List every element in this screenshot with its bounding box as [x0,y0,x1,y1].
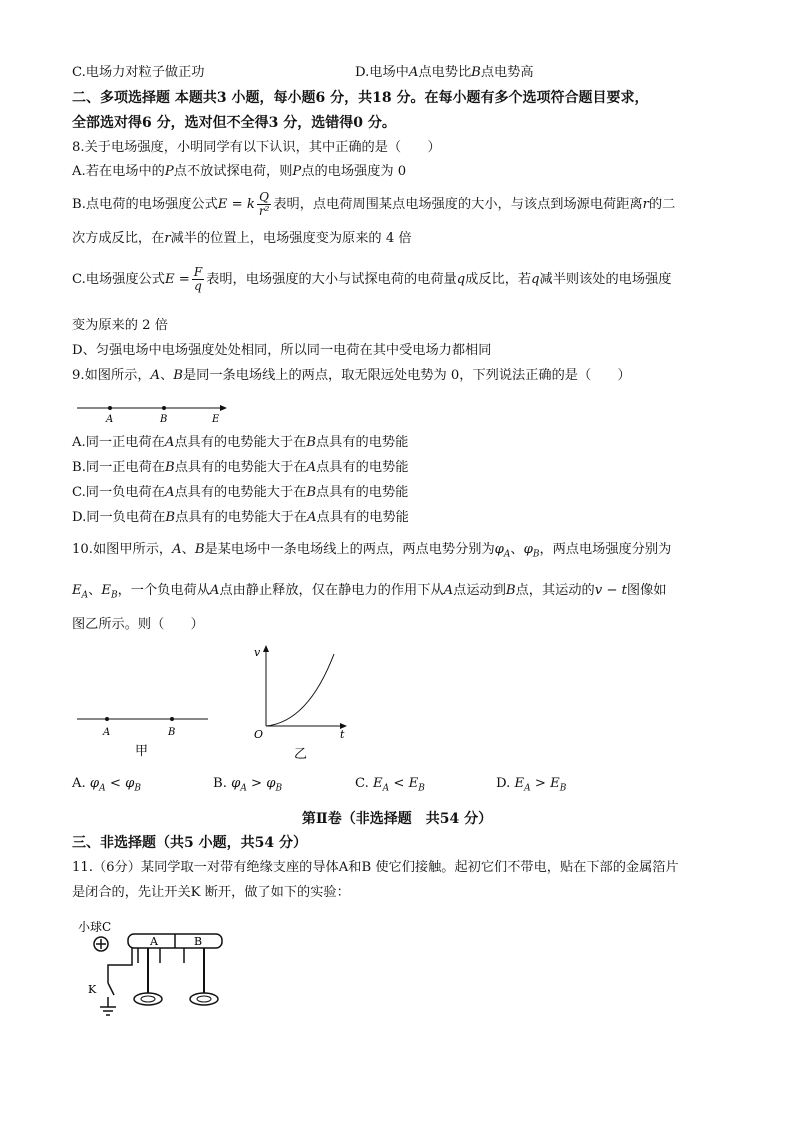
q10-figure-jia [72,705,217,760]
q9-stem: 9.如图所示，A、B是同一条电场线上的两点，取无限远处电势为 0，下列说法正确的是（ ） [72,368,631,383]
q9-option-d: D.同一负电荷在B点具有的电势能大于在A点具有的电势能 [72,510,409,525]
q8-option-d: D、匀强电场中电场强度处处相同，所以同一电荷在其中受电场力都相同 [72,343,492,358]
q7-option-d: D.电场中A点电势比B点电势高 [355,65,534,80]
label-b: B [160,414,168,425]
q7-option-c: C.电场力对粒子做正功 [72,65,205,80]
point-a-dot [105,717,109,721]
q9-option-b: B.同一正电荷在B点具有的电势能大于在A点具有的电势能 [72,460,409,475]
axis-t: t [340,728,345,741]
q10-figure-yi [248,642,358,762]
label-a: A [106,414,114,425]
q11-apparatus-figure [72,915,252,1025]
label-a: A [150,935,158,948]
formula-fraction: $\frac{Q}{\text{r²}}$ [258,190,270,218]
formula-fraction: $\frac{F}{q}$ [193,265,203,293]
label-e: E [212,414,220,425]
ball-c-label: 小球C [78,920,112,934]
caption-yi: 乙 [294,747,308,762]
section2-line1: 二、多项选择题 本题共3 小题，每小题6 分，共18 分。在每小题有多个选项符合题目要求， [72,90,649,106]
q8-option-b-line2: 次方成反比，在r减半的位置上，电场强度变为原来的 4 倍 [72,231,412,246]
q8-option-c-line2: 变为原来的 2 倍 [72,318,168,333]
point-b-dot [162,406,166,410]
q9-field-line-figure [72,396,232,426]
axis-v: v [254,646,261,659]
q10-line2: $E_A$、$E_B$，一个负电荷从A点由静止释放，仅在静电力的作用下从A点运动到B点，其运动的v − t图像如 [72,583,667,601]
section3-title: 三、非选择题（共5 小题，共54 分） [72,835,307,851]
vt-curve [266,654,334,726]
q9-option-c: C.同一负电荷在A点具有的电势能大于在B点具有的电势能 [72,485,409,500]
q8-option-c: C.电场强度公式E = $\frac{F}{q}$ 表明，电场强度的大小与试探电荷的电荷量q成反比，若q减半则该处的电场强度 [72,265,672,293]
q9-option-a: A.同一正电荷在A点具有的电势能大于在B点具有的电势能 [72,435,409,450]
label-k: K [88,983,97,996]
q8-stem: 8.关于电场强度，小明同学有以下认识，其中正确的是（ ） [72,140,441,155]
q10-option-b: B. $\varphi_A > \varphi_B$ [213,776,283,794]
point-b-dot [170,717,174,721]
origin-o: O [254,728,264,741]
q10-option-d: D. $E_A > E_B$ [496,776,567,794]
q8-option-b: B.点电荷的电场强度公式E = k $\frac{Q}{\text{r²}}$ 表明，点电荷周围某点电场强度的大小，与该点到场源电荷距离r的二 [72,190,676,218]
switch-k [108,983,114,995]
q10-option-a: A. $\varphi_A < \varphi_B$ [72,776,141,794]
q10-line3: 图乙所示。则（ ） [72,617,204,632]
point-a-dot [108,406,112,410]
q11-line1: 11.（6分）某同学取一对带有绝缘支座的导体A和B 使它们接触。起初它们不带电，贴在下部的金属箔片 [72,860,679,875]
label-a: A [103,727,111,738]
label-b: B [194,935,203,948]
q10-line1: 10.如图甲所示，A、B是某电场中一条电场线上的两点，两点电势分别为$\varphi_A$、$\varphi_B$，两点电场强度分别为 [72,542,672,560]
q10-option-c: C. $E_A < E_B$ [355,776,425,794]
q8-option-a: A.若在电场中的P点不放试探电荷，则P点的电场强度为 0 [72,164,407,179]
section2-line2: 全部选对得6 分，选对但不全得3 分，选错得0 分。 [72,115,396,131]
label-b: B [168,727,176,738]
part2-title: 第Ⅱ卷（非选择题 共54 分） [301,811,493,827]
caption-jia: 甲 [135,744,149,759]
q11-line2: 是闭合的，先让开关K 断开，做了如下的实验： [72,885,350,900]
